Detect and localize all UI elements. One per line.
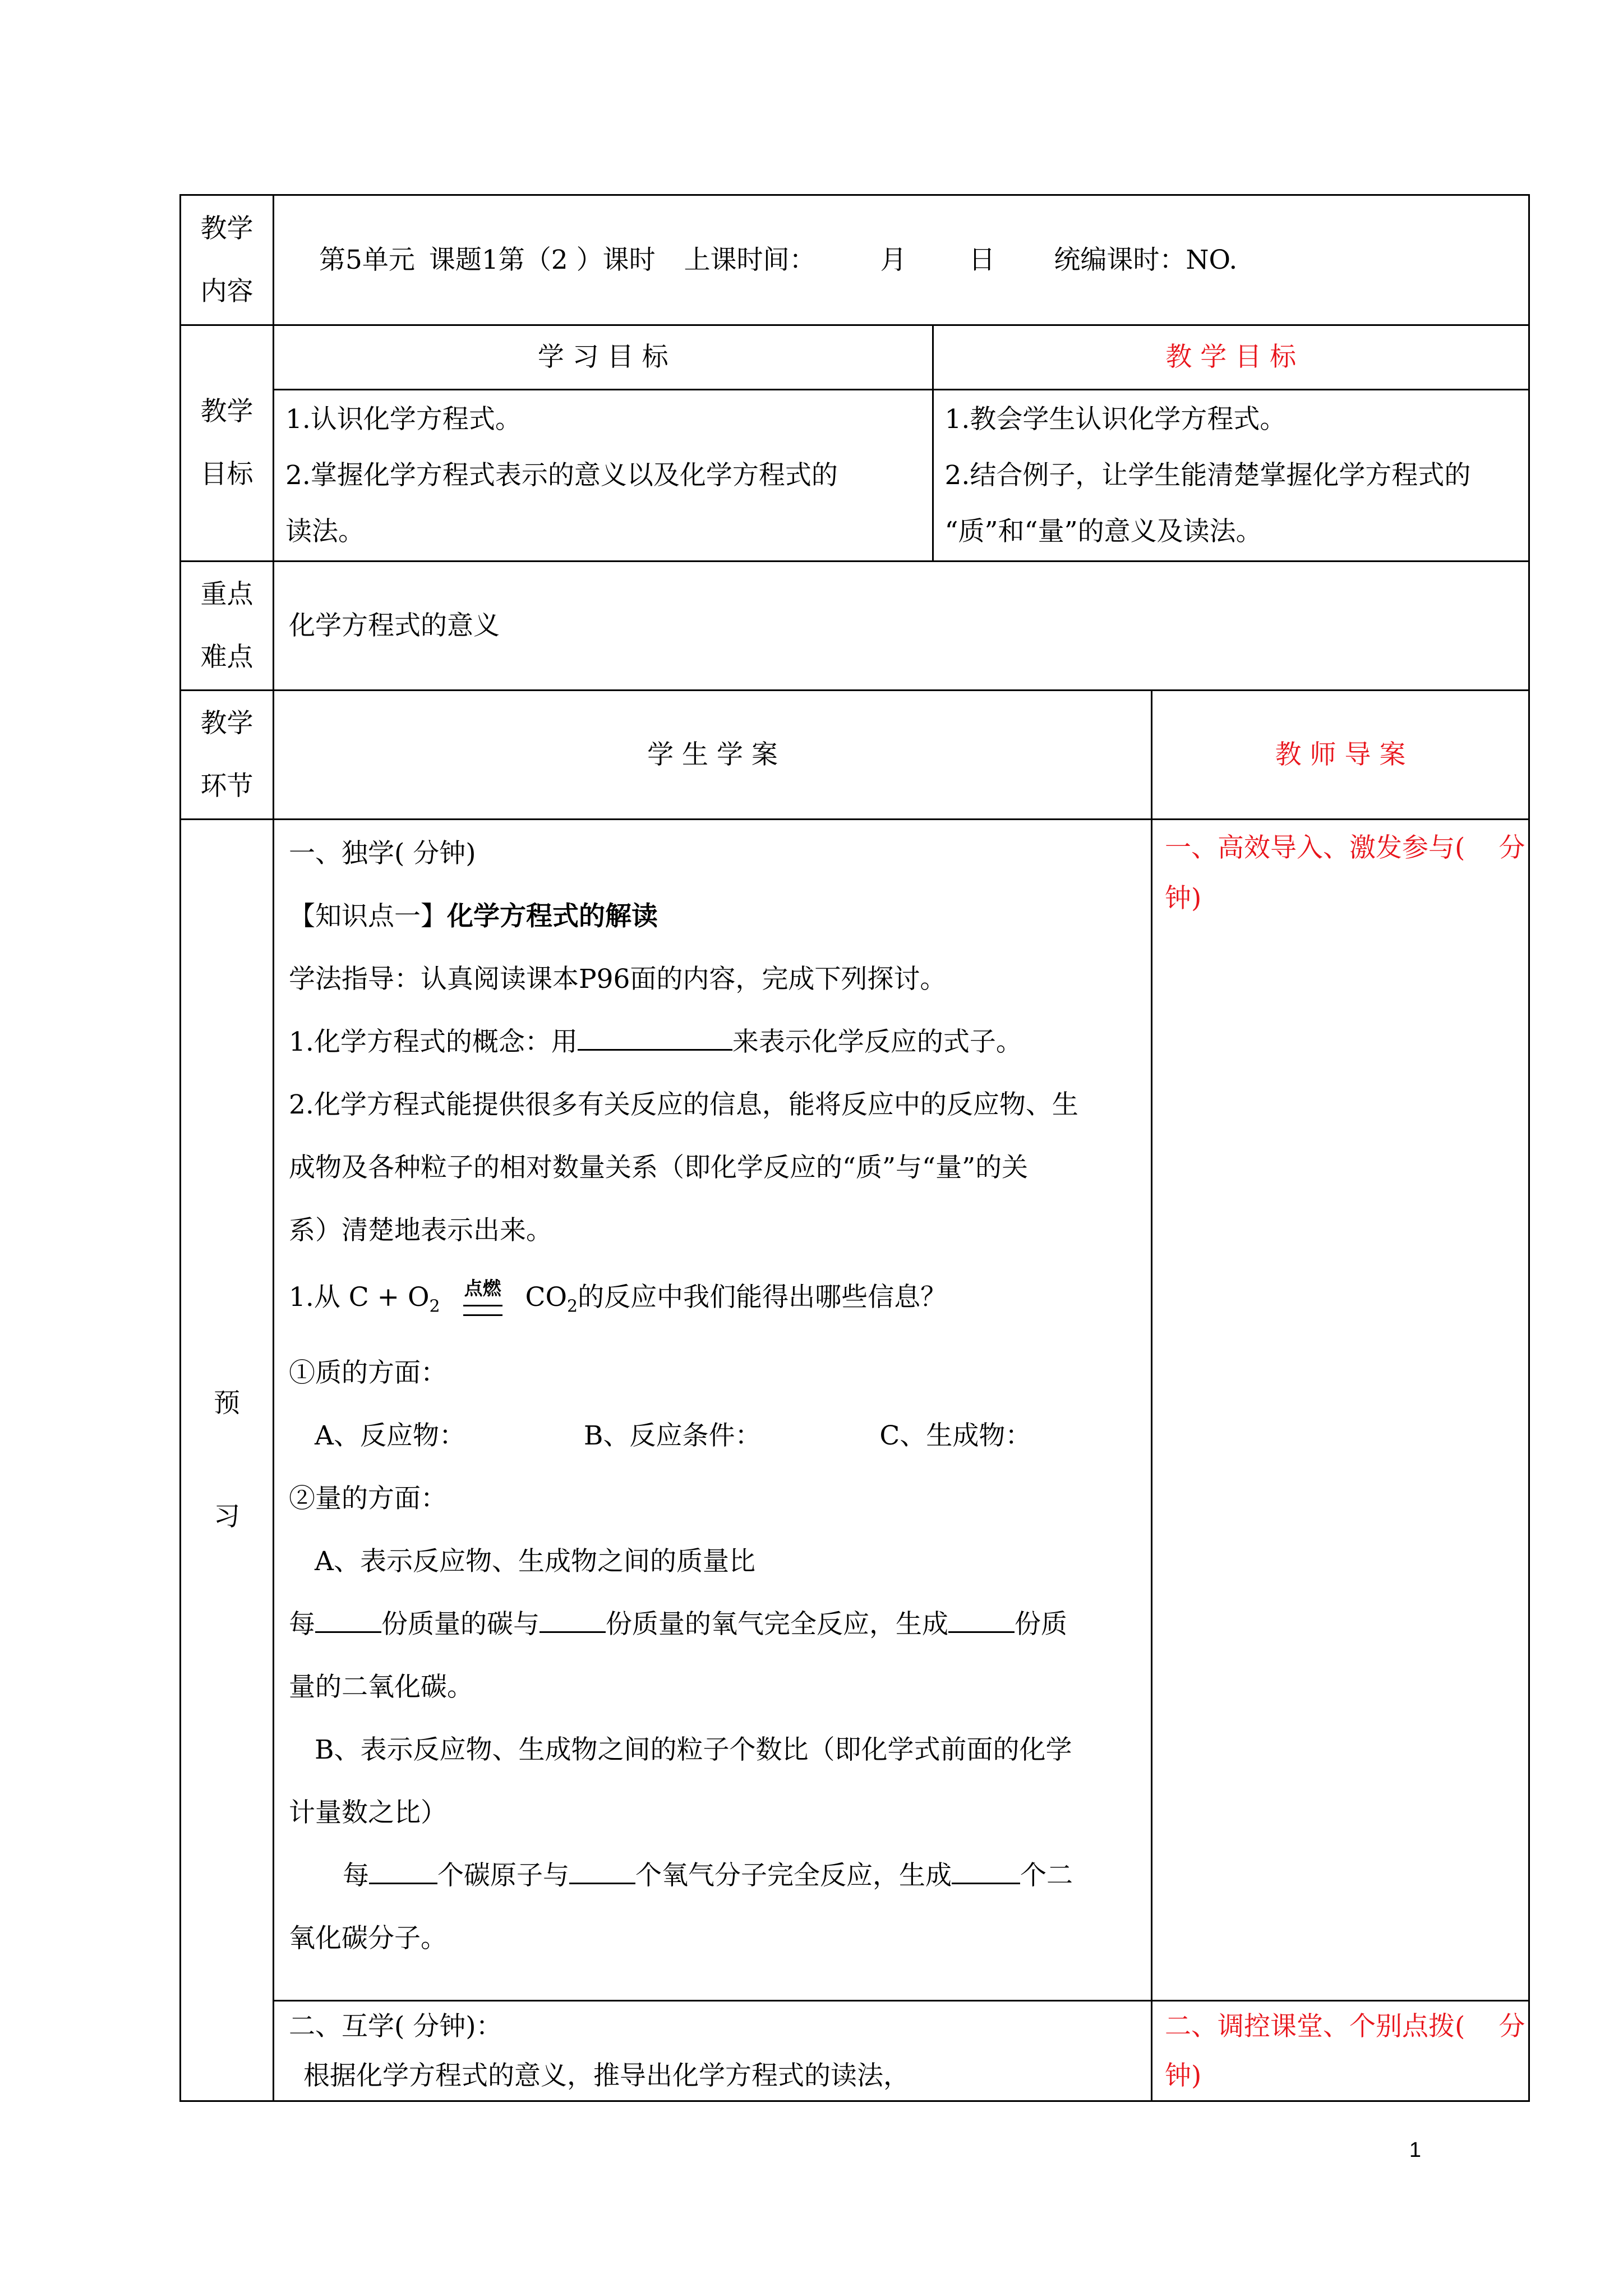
learning-goals-list: 1.认识化学方程式。 2.掌握化学方程式表示的意义以及化学方程式的 读法。: [274, 390, 933, 561]
reaction-arrow-icon: 点燃: [459, 1282, 507, 1316]
row-preview-peer-study: [181, 2001, 1529, 2101]
page-number: 1: [1409, 2138, 1421, 2162]
peer-study-cell: 二、互学( 分钟)： 根据化学方程式的意义，推导出化学方程式的读法，: [274, 2001, 1152, 2101]
lesson-plan-table: [179, 194, 1530, 2102]
chemical-equation-line: 1.从 $C + O_2$ 点燃 $CO_2$的反应中我们能得出哪些信息？: [289, 1277, 947, 1317]
row-content: [181, 195, 1529, 325]
row-label-preview: 预 习: [181, 820, 274, 2101]
row-label-goals: 教学 目标: [181, 325, 274, 562]
content-cell: [274, 195, 1529, 325]
content-line: 第5单元 课题1第（2 ）课时 上课时间： 月 日 统编课时：NO.: [319, 244, 1238, 275]
row-label-key: 重点 难点: [181, 562, 274, 691]
learning-goals-header: 学 习 目 标: [274, 326, 933, 390]
teacher-plan-header: 教 师 导 案: [1152, 691, 1529, 820]
teacher-guide-1: 一、高效导入、激发参与( 分 钟): [1152, 820, 1529, 2001]
goals-cell: [274, 325, 1529, 562]
self-study-cell: 一、独学( 分钟) 【知识点一】化学方程式的解读 学法指导：认真阅读课本P96面的内容，完成下列探讨。 1.化学方程式的概念：用 来表示化学反应的式子。 2.化学方程式能提供很多有关反应的信息，能将反应中的反应物、生 成物及各种粒子的相对数量关系（即化学反应的“质”与“量”的关 系）清楚地表示出来。 1.从 $C + O_2$ 点燃 $CO_2$的反应中我们能得出哪些信息？ ①质的方面： A、反应物： B、反应条件： C、生成物： ②量的方面： A、表示反应物、生成物之间的质量比 每 份质量的碳与 份质量的氧气完全反应，生成 份质 量的二氧化碳。 B、表示反应物、生成物之间的粒子个数比（即化学式前面的化学 计量数之比） 每 个碳原子与 个氧气分子完全反应，生成 个二 氧化碳分子。: [274, 820, 1152, 2001]
row-stage: [181, 691, 1529, 820]
teacher-guide-2: 二、调控课堂、个别点拨( 分 钟): [1152, 2001, 1529, 2101]
row-key-points: [181, 562, 1529, 691]
row-goals: [181, 325, 1529, 562]
row-label-content: 教学 内容: [181, 195, 274, 325]
key-points-cell: 化学方程式的意义: [274, 562, 1529, 691]
student-plan-header: 学 生 学 案: [274, 691, 1152, 820]
teaching-goals-header: 教 学 目 标: [933, 326, 1528, 390]
row-label-stage: 教学 环节: [181, 691, 274, 820]
teaching-goals-list: 1.教会学生认识化学方程式。 2.结合例子，让学生能清楚掌握化学方程式的 “质”和“量”的意义及读法。: [944, 403, 1471, 547]
row-preview-self-study: [181, 820, 1529, 2001]
